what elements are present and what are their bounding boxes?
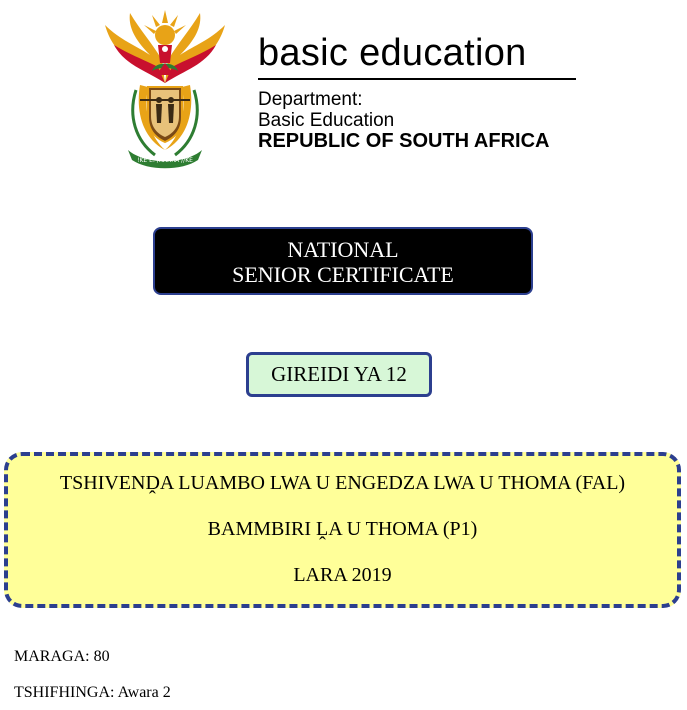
marks-info: MARAGA: 80 — [14, 648, 110, 665]
certificate-line-2: SENIOR CERTIFICATE — [232, 262, 454, 287]
department-branding — [258, 32, 576, 152]
subject-box — [4, 452, 681, 608]
grade-label: GIREIDI YA 12 — [271, 362, 407, 386]
paper-title: BAMMBIRI ḼA U THOMA (P1) — [207, 518, 478, 540]
subject-title: TSHIVENḒA LUAMBO LWA U ENGEDZA LWA U THOMA (FAL) — [59, 472, 626, 494]
motto-text: !KE E: /XARRA //KE — [137, 157, 193, 164]
department-label: Department: — [258, 89, 363, 110]
time-info: TSHIFHINGA: Awara 2 — [14, 684, 171, 701]
certificate-line-1: NATIONAL — [287, 237, 399, 262]
certificate-title-box — [153, 227, 533, 295]
department-name: Basic Education — [258, 110, 395, 131]
grade-box — [246, 352, 432, 397]
exam-session: LARA 2019 — [293, 564, 392, 586]
brand-title: basic education — [258, 32, 527, 74]
country-name: REPUBLIC OF SOUTH AFRICA — [258, 130, 550, 152]
brand-divider — [258, 78, 576, 80]
coat-of-arms-logo — [100, 5, 230, 170]
